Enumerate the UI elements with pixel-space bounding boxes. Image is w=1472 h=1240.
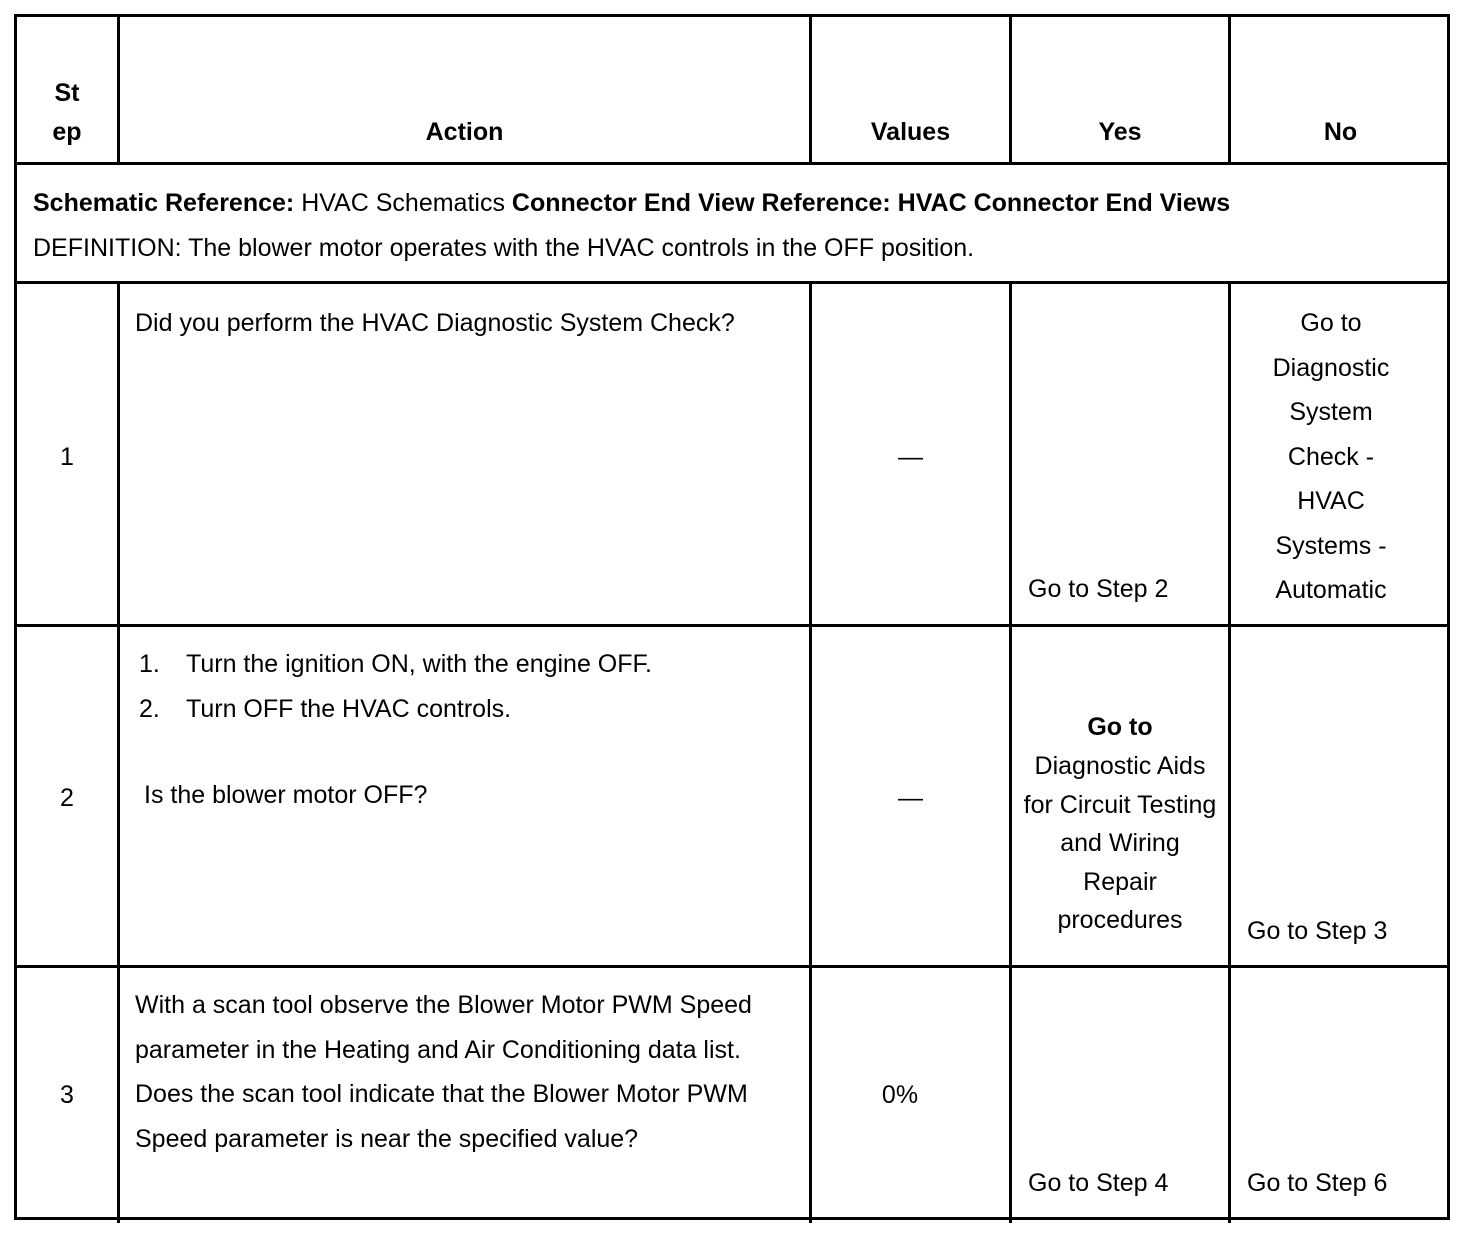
yes-link-line1: Go to — [1087, 713, 1153, 741]
row-divider — [17, 624, 1447, 627]
row-divider — [17, 162, 1447, 165]
column-divider — [117, 281, 120, 1223]
step-number: 2 — [60, 784, 74, 812]
row-divider — [17, 965, 1447, 968]
schematic-reference-label: Schematic Reference: — [33, 189, 295, 217]
no-link[interactable]: Go to Step 3 — [1247, 917, 1388, 945]
diagnostic-table — [14, 14, 1450, 1220]
step-number: 3 — [60, 1081, 74, 1109]
schematic-reference-link[interactable]: HVAC Schematics — [301, 189, 505, 217]
row-divider — [17, 281, 1447, 284]
reference-block — [33, 181, 1433, 270]
action-block — [139, 642, 799, 731]
column-divider — [1009, 281, 1012, 1223]
yes-link[interactable]: Go to Step 4 — [1028, 1169, 1169, 1197]
values-text: 0% — [881, 1081, 919, 1109]
definition-text: DEFINITION: The blower motor operates with the HVAC controls in the OFF position. — [33, 233, 975, 262]
yes-link-rest: Diagnostic Aids for Circuit Testing and Wiring Repair procedures — [1023, 752, 1217, 934]
question-text: Is the blower motor OFF? — [144, 781, 428, 809]
reference-line — [33, 181, 1433, 226]
action-step-list — [139, 642, 799, 731]
yes-link[interactable] — [1021, 707, 1219, 940]
list-item: 1. Turn the ignition ON, with the engine OFF. — [139, 650, 652, 678]
no-link[interactable]: Go to Diagnostic System Check - HVAC Systems - Automatic — [1272, 309, 1390, 604]
values-text: — — [898, 443, 923, 471]
header-values: Values — [870, 118, 951, 146]
column-divider — [1228, 281, 1231, 1223]
action-text: Did you perform the HVAC Diagnostic System Check? — [135, 309, 735, 337]
header-step — [17, 74, 117, 152]
header-no: No — [1323, 118, 1358, 146]
header-step-line1: St — [54, 79, 80, 107]
yes-link[interactable]: Go to Step 2 — [1028, 575, 1169, 603]
step-number: 1 — [60, 443, 74, 471]
connector-reference[interactable]: Connector End View Reference: HVAC Connector End Views — [511, 189, 1231, 217]
header-action: Action — [425, 118, 504, 146]
header-yes: Yes — [1098, 118, 1142, 146]
list-item: 2. Turn OFF the HVAC controls. — [139, 694, 512, 723]
no-link[interactable]: Go to Step 6 — [1247, 1169, 1388, 1197]
values-text: — — [898, 784, 923, 812]
header-step-line2: ep — [52, 118, 82, 146]
action-text: With a scan tool observe the Blower Motor PWM Speed parameter in the Heating and Air Conditioning data list. Does the scan tool indicate that the Blower Motor PWM Speed parameter is near the specified value? — [135, 991, 752, 1153]
